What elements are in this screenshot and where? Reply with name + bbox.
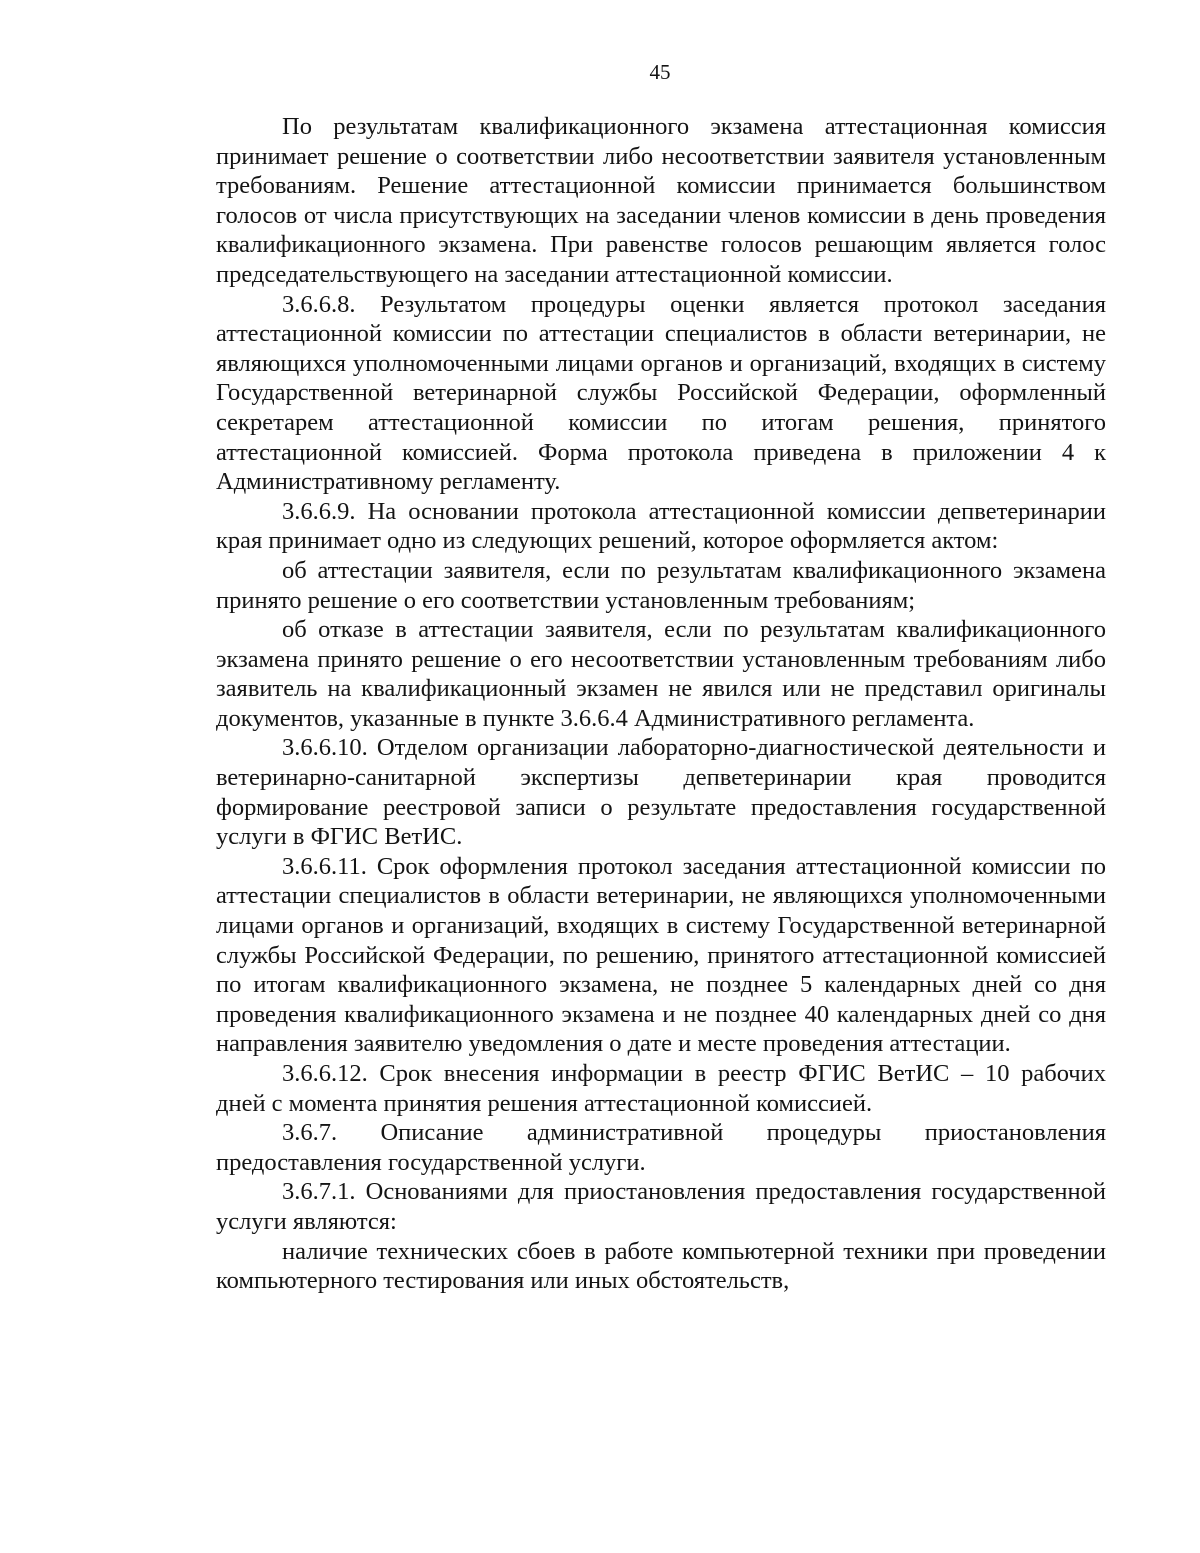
document-body — [216, 112, 1106, 1296]
paragraph-3-6-7-1: 3.6.7.1. Основаниями для приостановления предоставления государственной услуги являются: — [216, 1178, 1106, 1235]
paragraph-3-6-6-11: 3.6.6.11. Срок оформления протокол заседания аттестационной комиссии по аттестации специалистов в области ветеринарии, не являющихся уполномоченными лицами органов и организаций, входящих в систему Государственной ветеринарной службы Российской Федерации, по решению, принятого аттестационной комиссией по итогам квалификационного экзамена, не позднее 5 календарных дней со дня проведения квалификационного экзамена и не позднее 40 календарных дней со дня направления заявителю уведомления о дате и месте проведения аттестации. — [216, 852, 1106, 1058]
paragraph-3-6-6-9: 3.6.6.9. На основании протокола аттестационной комиссии депветеринарии края принимает одно из следующих решений, которое оформляется актом: — [216, 497, 1106, 555]
paragraph-attestation-granted: об аттестации заявителя, если по результатам квалификационного экзамена принято решение о его соответствии установленным требованиям; — [216, 556, 1106, 614]
paragraph-commission-decision: По результатам квалификационного экзамена аттестационная комиссия принимает решение о соответствии либо несоответствии заявителя установленным требованиям. Решение аттестационной комиссии принимается большинством голосов от числа присутствующих на заседании членов комиссии в день проведения квалификационного экзамена. При равенстве голосов решающим является голос председательствующего на заседании аттестационной комиссии. — [216, 113, 1106, 288]
paragraph-3-6-7: 3.6.7. Описание административной процедуры приостановления предоставления государственной услуги. — [216, 1119, 1106, 1176]
page-number: 45 — [649, 60, 671, 84]
paragraph-3-6-6-8: 3.6.6.8. Результатом процедуры оценки является протокол заседания аттестационной комиссии по аттестации специалистов в области ветеринарии, не являющихся уполномоченными лицами органов и организаций, входящих в систему Государственной ветеринарной службы Российской Федерации, оформленный секретарем аттестационной комиссии по итогам решения, принятого аттестационной комиссией. Форма протокола приведена в приложении 4 к Административному регламенту. — [216, 290, 1106, 496]
paragraph-attestation-refused: об отказе в аттестации заявителя, если по результатам квалификационного экзамена принято решение о его несоответствии установленным требованиям либо заявитель на квалификационный экзамен не явился или не представил оригиналы документов, указанные в пункте 3.6.6.4 Административного регламента. — [216, 616, 1106, 732]
paragraph-technical-failures: наличие технических сбоев в работе компьютерной техники при проведении компьютерного тестирования или иных обстоятельств, — [216, 1237, 1106, 1295]
paragraph-3-6-6-10: 3.6.6.10. Отделом организации лабораторно-диагностической деятельности и ветеринарно-санитарной экспертизы депветеринарии края проводится формирование реестровой записи о результате предоставления государственной услуги в ФГИС ВетИС. — [216, 734, 1106, 851]
paragraph-3-6-6-12: 3.6.6.12. Срок внесения информации в реестр ФГИС ВетИС – 10 рабочих дней с момента принятия решения аттестационной комиссией. — [216, 1060, 1106, 1117]
